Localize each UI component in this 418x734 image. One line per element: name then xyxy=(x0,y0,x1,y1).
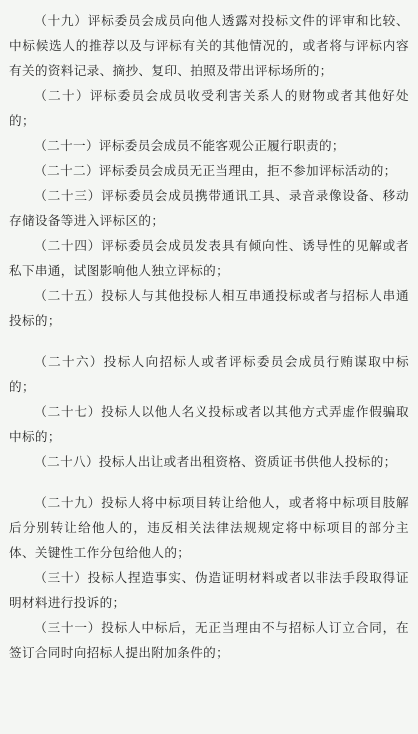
paragraph-item-29: （二十九）投标人将中标项目转让给他人，或者将中标项目肢解后分别转让给他人的，违反相关法律法规规定将中标项目的部分主体、关键性工作分包给他人的； xyxy=(9,495,409,560)
paragraph-item-27: （二十七）投标人以他人名义投标或者以其他方式弄虚作假骗取中标的； xyxy=(9,404,409,444)
paragraph-item-30: （三十）投标人捏造事实、伪造证明材料或者以非法手段取得证明材料进行投诉的； xyxy=(9,570,409,610)
paragraph-item-26: （二十六）投标人向招标人或者评标委员会成员行贿谋取中标的； xyxy=(9,354,409,394)
paragraph-item-20: （二十）评标委员会成员收受利害关系人的财物或者其他好处的； xyxy=(9,88,409,128)
paragraph-item-25: （二十五）投标人与其他投标人相互串通投标或者与招标人串通投标的； xyxy=(9,288,409,328)
paragraph-item-31: （三十一）投标人中标后，无正当理由不与招标人订立合同，在签订合同时向招标人提出附加条件的； xyxy=(9,620,409,660)
paragraph-item-24: （二十四）评标委员会成员发表具有倾向性、诱导性的见解或者私下串通，试图影响他人独立评标的； xyxy=(9,238,409,278)
paragraph-item-23: （二十三）评标委员会成员携带通讯工具、录音录像设备、移动存储设备等进入评标区的； xyxy=(9,188,409,228)
paragraph-item-19: （十九）评标委员会成员向他人透露对投标文件的评审和比较、中标候选人的推荐以及与评标有关的其他情况的，或者将与评标内容有关的资料记录、摘抄、复印、拍照及带出评标场所的； xyxy=(9,13,409,78)
paragraph-item-28: （二十八）投标人出让或者出租资格、资质证书供他人投标的； xyxy=(34,454,397,469)
paragraph-item-21: （二十一）评标委员会成员不能客观公正履行职责的； xyxy=(34,138,345,153)
paragraph-item-22: （二十二）评标委员会成员无正当理由，拒不参加评标活动的； xyxy=(34,163,397,178)
